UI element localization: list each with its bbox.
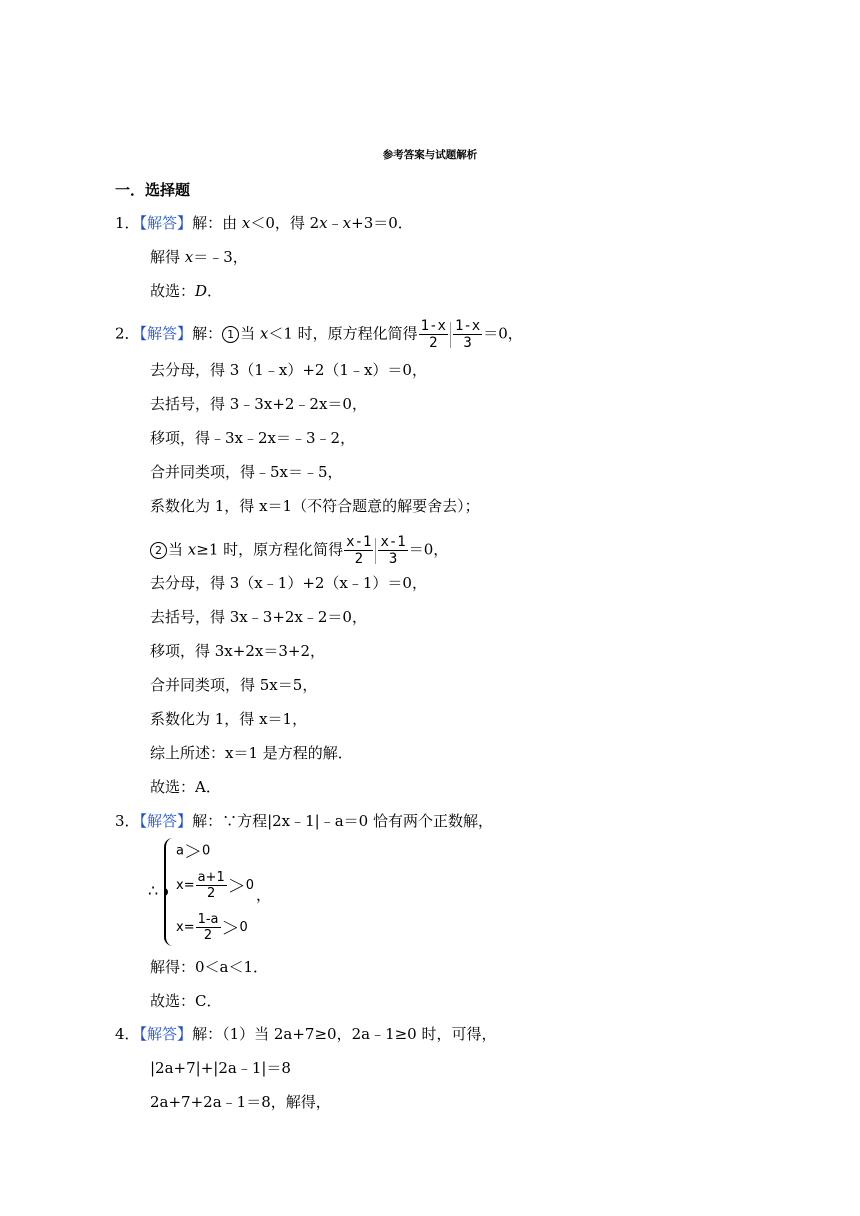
q1-line-1 [115,213,413,233]
q3-text: 解：∵方程|2x﹣1|﹣a＝0 恰有两个正数解， [192,812,493,830]
q2-text: ＝0， [483,324,523,343]
q1-text: 解得 [150,248,185,266]
circled-2: 2 [150,542,167,559]
fraction [196,912,221,943]
fraction-denominator: 2 [354,551,363,567]
q1-number: 1． [115,214,140,232]
fraction-numerator: x-1 [380,534,406,550]
q2-step: 去分母，得 3（1﹣x）+2（1﹣x）＝0， [150,361,427,379]
fraction-numerator: 1-x [454,318,481,334]
q1-line-3 [150,281,222,301]
q2-step: 综上所述：x＝1 是方程的解． [150,744,353,762]
q1-text: 解：由 [192,214,242,232]
q1-var: x [241,214,251,232]
fraction [453,318,482,351]
fraction-denominator: 2 [207,886,216,901]
inequality-system [148,834,278,950]
q4-step: |2a+7|+|2a﹣1|＝8 [150,1059,291,1077]
q4-text: 解：（1）当 2a+7≥0，2a﹣1≥0 时，可得， [192,1025,497,1043]
q2-line-1 [115,318,523,351]
q1-var: x [184,248,194,266]
q1-choice: D [195,282,208,300]
fraction [344,534,373,567]
system-row-1 [176,838,210,864]
q1-text: 故选： [150,282,196,300]
q4-step: 2a+7+2a﹣1＝8，解得， [150,1093,331,1111]
q2-var: x [187,540,197,559]
fraction [378,534,407,567]
system-comma: ， [256,886,272,904]
q2-case-2 [150,534,448,567]
fraction-denominator: 3 [388,551,398,567]
fraction-denominator: 2 [429,335,438,351]
row-text: 0 [239,920,248,935]
q1-line-2 [150,247,248,267]
fraction-numerator: 1-a [197,912,219,927]
q2-step: 系数化为 1，得 x＝1（不符合题意的解要舍去）； [150,497,480,515]
q1-text: ． [207,282,223,300]
q4-number: 4． [115,1025,140,1043]
q1-text: +3＝0． [351,214,413,232]
q3-line-1 [115,811,493,831]
fraction-numerator: 1-x [420,318,446,334]
q2-text: 解： [192,324,223,343]
q2-text: 当 [240,324,260,343]
q2-text: ＜1 时，原方程化简得 [268,324,418,343]
row-text: x= [176,920,195,935]
q2-step: 移项，得﹣3x﹣2x＝﹣3﹣2， [150,429,356,447]
fraction-denominator: 2 [203,928,213,943]
q4-line-1 [115,1024,497,1044]
fraction-denominator: 3 [463,335,472,351]
q3-result: 解得：0＜a＜1． [150,958,269,976]
greater-than: ＞ [183,842,202,863]
q2-text: ≥1 时，原方程化简得 [196,540,344,559]
q2-step: 去括号，得 3﹣3x+2﹣2x＝0， [150,395,367,413]
q2-step: 故选：A． [150,778,221,796]
circled-1: 1 [222,326,239,343]
fraction-numerator: x-1 [346,534,372,550]
q2-step: 去分母，得 3（x﹣1）+2（x﹣1）＝0， [150,574,427,592]
fraction [419,318,448,351]
q1-text: ＜0，得 2 [250,214,320,232]
row-text: 0 [201,843,211,859]
q2-text: ＝0， [408,540,449,559]
greater-than: ＞ [227,876,246,898]
q3-choice: 故选：C． [150,992,222,1010]
q1-text: ﹣ [327,214,343,232]
row-text: 0 [245,878,255,893]
q2-step: 合并同类项，得﹣5x＝﹣5， [150,463,343,481]
fraction [196,870,227,901]
system-row-2 [176,870,254,901]
q2-answer-tag: 【解答】 [139,324,193,343]
q3-number: 3． [115,812,140,830]
q2-step: 去括号，得 3x﹣3+2x﹣2＝0， [150,608,367,626]
greater-than: ＞ [221,918,240,940]
q1-var: x [319,214,328,232]
q1-answer-tag: 【解答】 [139,214,193,232]
q4-answer-tag: 【解答】 [139,1025,193,1043]
q1-var: x [342,214,352,232]
image-divider [450,322,451,348]
system-row-3 [176,912,248,943]
page-title: 参考答案与试题解析 [382,149,478,161]
therefore-symbol: ∴ [148,881,159,900]
image-divider [375,538,376,564]
row-text: a [176,843,184,859]
q2-step: 移项，得 3x+2x＝3+2， [150,642,325,660]
q2-text: 当 [168,540,188,559]
row-text: x= [176,878,195,893]
q2-var: x [259,324,269,343]
q2-step: 系数化为 1，得 x＝1， [150,710,308,728]
section-heading: 一．选择题 [115,181,191,199]
q2-number: 2． [115,324,140,343]
left-brace [164,838,176,946]
fraction-numerator: a+1 [197,870,225,885]
q1-text: ＝﹣3， [193,248,248,266]
q3-answer-tag: 【解答】 [139,812,193,830]
q2-step: 合并同类项，得 5x＝5， [150,676,318,694]
